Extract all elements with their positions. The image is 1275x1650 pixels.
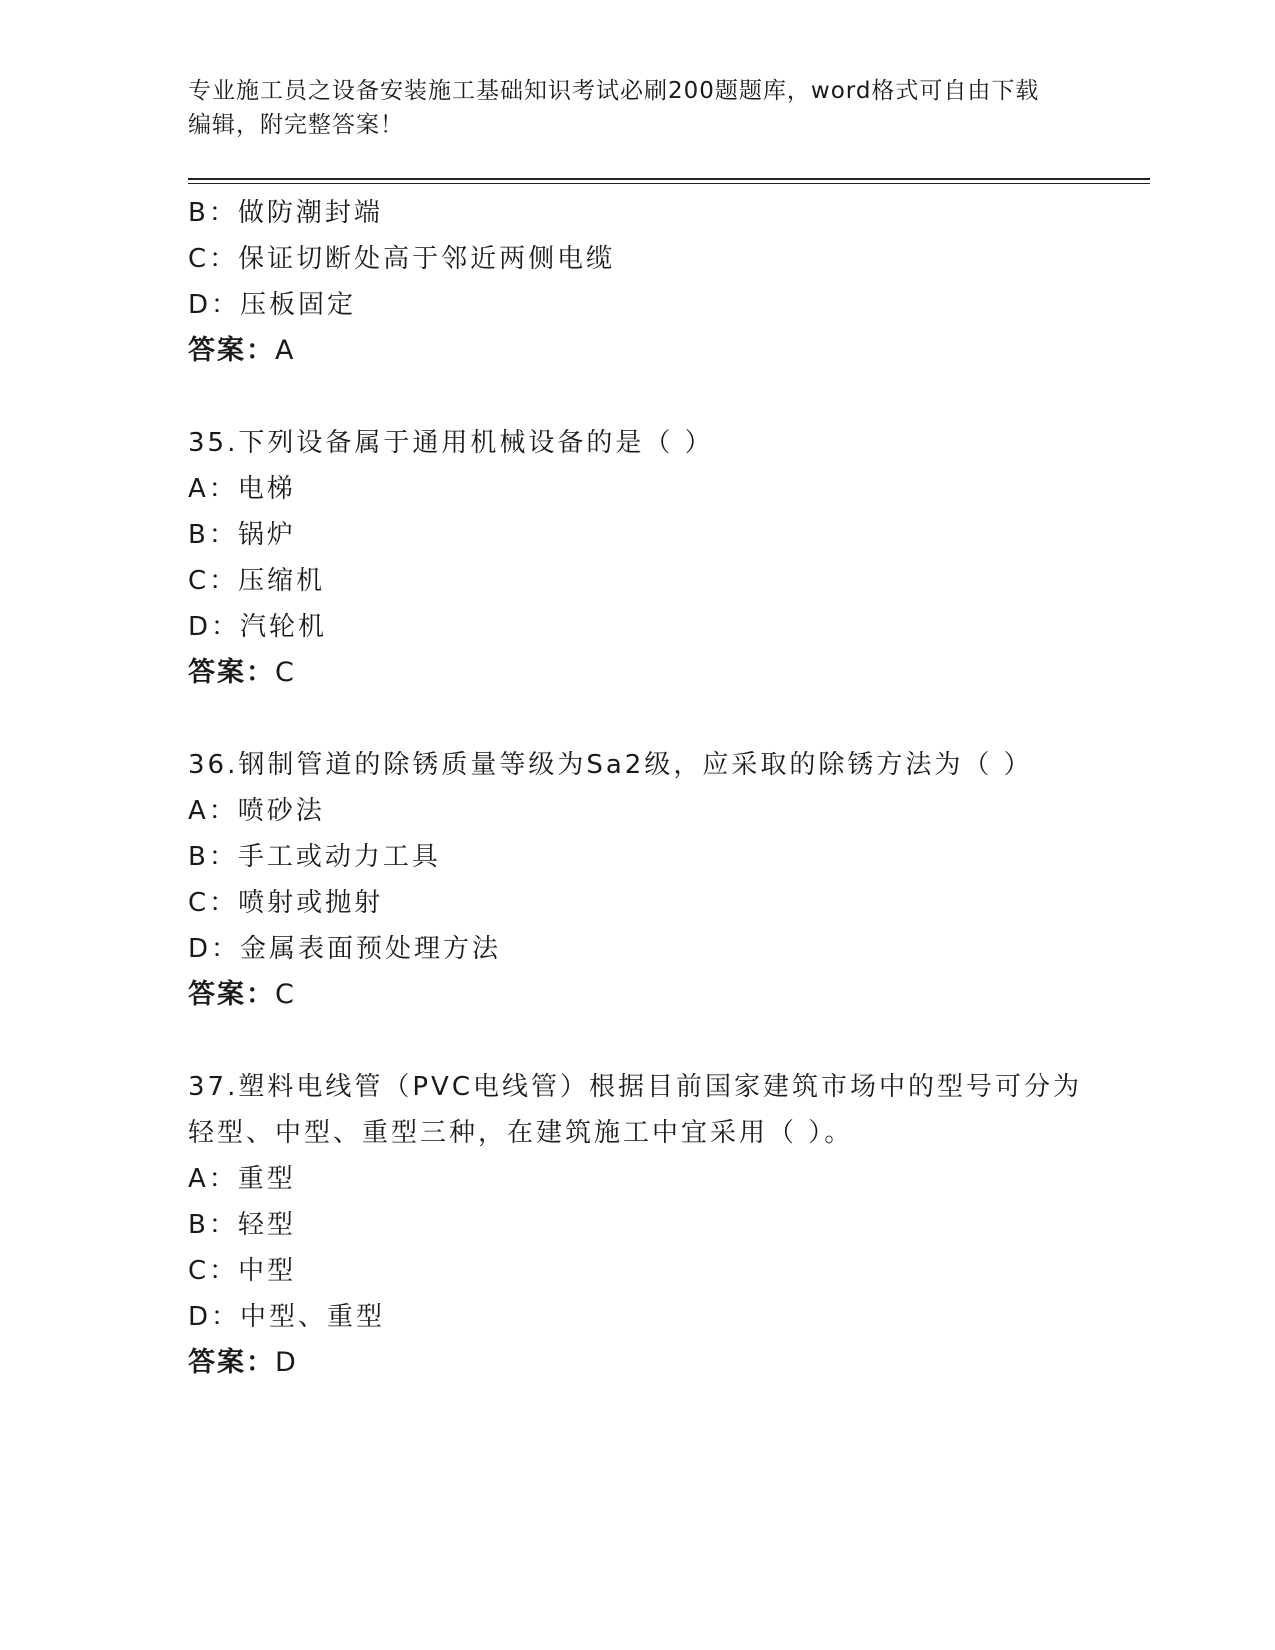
option-c: C：压缩机 <box>188 566 326 596</box>
answer-label: 答案： <box>188 657 275 688</box>
question-34-continued <box>188 190 1088 374</box>
question-list <box>188 190 1088 1386</box>
option-b: B：做防潮封端 <box>188 198 383 228</box>
answer-line <box>188 328 1088 374</box>
document-header <box>188 74 1088 142</box>
question-35 <box>188 420 1088 696</box>
answer-line <box>188 1340 1088 1386</box>
option-a: A：喷砂法 <box>188 796 325 826</box>
question-title: 36.钢制管道的除锈质量等级为Sa2级，应采取的除锈方法为（ ） <box>188 750 1033 780</box>
question-36 <box>188 742 1088 1018</box>
option-c: C：保证切断处高于邻近两侧电缆 <box>188 244 616 274</box>
answer-line <box>188 972 1088 1018</box>
header-title-line1: 专业施工员之设备安装施工基础知识考试必刷200题题库，word格式可自由下载 <box>188 78 1040 104</box>
option-d: D：金属表面预处理方法 <box>188 934 502 964</box>
answer-label: 答案： <box>188 335 275 366</box>
option-d: D：压板固定 <box>188 290 357 320</box>
answer-value: A <box>275 335 296 366</box>
question-title-line1: 37.塑料电线管（PVC电线管）根据目前国家建筑市场中的型号可分为 <box>188 1072 1082 1102</box>
option-a: A：电梯 <box>188 474 296 504</box>
answer-value: C <box>275 657 296 688</box>
header-title-line2: 编辑，附完整答案！ <box>188 112 404 138</box>
question-37 <box>188 1064 1088 1386</box>
option-b: B：锅炉 <box>188 520 296 550</box>
option-a: A：重型 <box>188 1164 296 1194</box>
question-title: 35.下列设备属于通用机械设备的是（ ） <box>188 428 714 458</box>
answer-value: D <box>275 1347 298 1378</box>
header-divider-thick <box>188 178 1150 180</box>
header-divider-thin <box>188 183 1150 184</box>
question-title-line2: 轻型、中型、重型三种，在建筑施工中宜采用（ ）。 <box>188 1118 854 1148</box>
option-b: B：轻型 <box>188 1210 296 1240</box>
option-d: D：汽轮机 <box>188 612 328 642</box>
option-c: C：喷射或抛射 <box>188 888 384 918</box>
option-d: D：中型、重型 <box>188 1302 386 1332</box>
option-b: B：手工或动力工具 <box>188 842 441 872</box>
answer-label: 答案： <box>188 1347 275 1378</box>
answer-label: 答案： <box>188 979 275 1010</box>
option-c: C：中型 <box>188 1256 297 1286</box>
answer-value: C <box>275 979 296 1010</box>
answer-line <box>188 650 1088 696</box>
